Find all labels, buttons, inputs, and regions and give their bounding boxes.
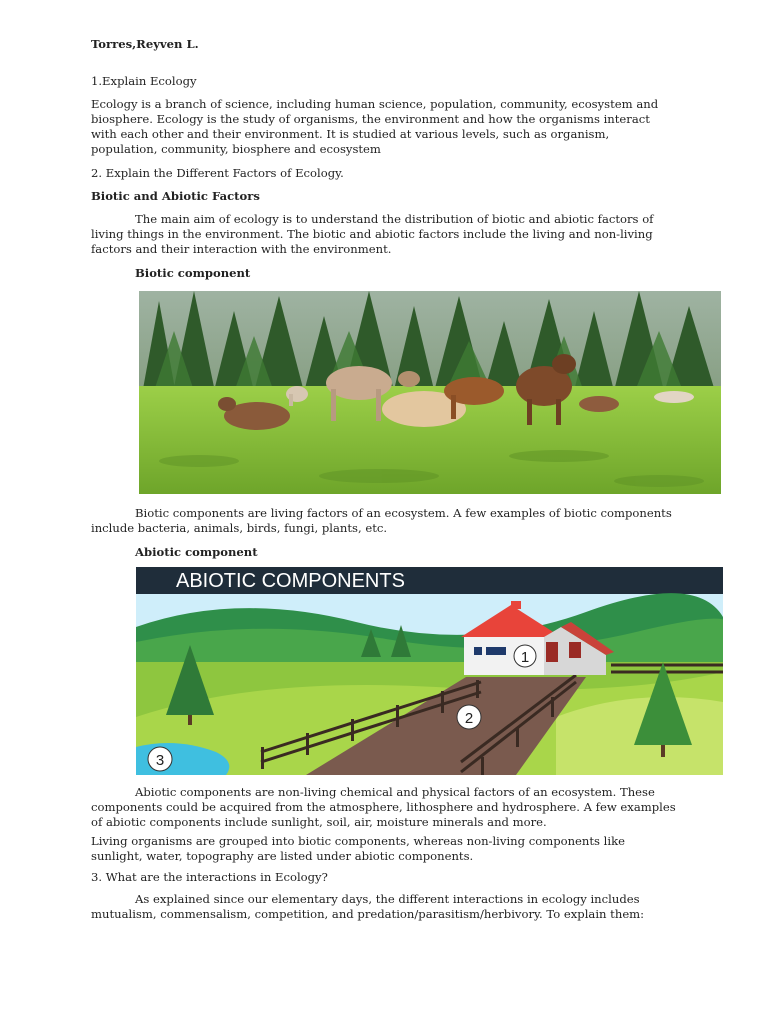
- biotic-text: Biotic components are living factors of an ecosystem. A few examples of biotic components include bacteria, animals, birds, fungi, plants, etc.: [91, 506, 672, 535]
- label-3: 3: [155, 752, 165, 769]
- q2-subheading: Biotic and Abiotic Factors: [91, 189, 260, 203]
- label-2-marker: [457, 705, 481, 729]
- label-1: 1: [520, 649, 530, 666]
- q2-intro: The main aim of ecology is to understand the distribution of biotic and abiotic factors of living things in the environment. The biotic and abiotic factors include the living and non-living factors and their interaction with the environment.: [91, 212, 654, 256]
- q3-body: As explained since our elementary days, the different interactions in ecology includes mutualism, commensalism, competition, and predation/parasitism/herbivory. To explain them:: [91, 892, 645, 921]
- author-name: Torres,Reyven L.: [91, 37, 199, 51]
- abiotic-banner-title: ABIOTIC COMPONENTS: [176, 570, 405, 592]
- label-2: 2: [464, 710, 474, 727]
- abiotic-title: Abiotic component: [135, 545, 258, 559]
- q1-body: Ecology is a branch of science, including human science, population, community, ecosystem and biosphere. Ecology is the study of organisms, the environment and how the organisms interact with each other and their environment. It is studied at various levels, such as organism, population, community, biosphere and ecosystem: [91, 97, 659, 156]
- biotic-image: [139, 291, 721, 494]
- summary-text: Living organisms are grouped into biotic components, whereas non-living components like sunlight, water, topography are listed under abiotic components.: [91, 834, 625, 863]
- q2-heading: 2. Explain the Different Factors of Ecology.: [91, 166, 344, 180]
- q1-heading: 1.Explain Ecology: [91, 74, 197, 88]
- cows-in-meadow-illustration: [139, 291, 721, 494]
- abiotic-text: Abiotic components are non-living chemical and physical factors of an ecosystem. These components could be acquired from the atmosphere, lithosphere and hydrosphere. A few examples of abiotic components include sunlight, soil, air, moisture minerals and more.: [91, 785, 676, 829]
- biotic-title: Biotic component: [135, 266, 251, 280]
- label-1-marker: [514, 645, 536, 667]
- label-3-marker: [148, 747, 172, 771]
- abiotic-components-illustration: [136, 567, 723, 775]
- abiotic-image: [136, 567, 723, 775]
- q3-heading: 3. What are the interactions in Ecology?: [91, 870, 328, 884]
